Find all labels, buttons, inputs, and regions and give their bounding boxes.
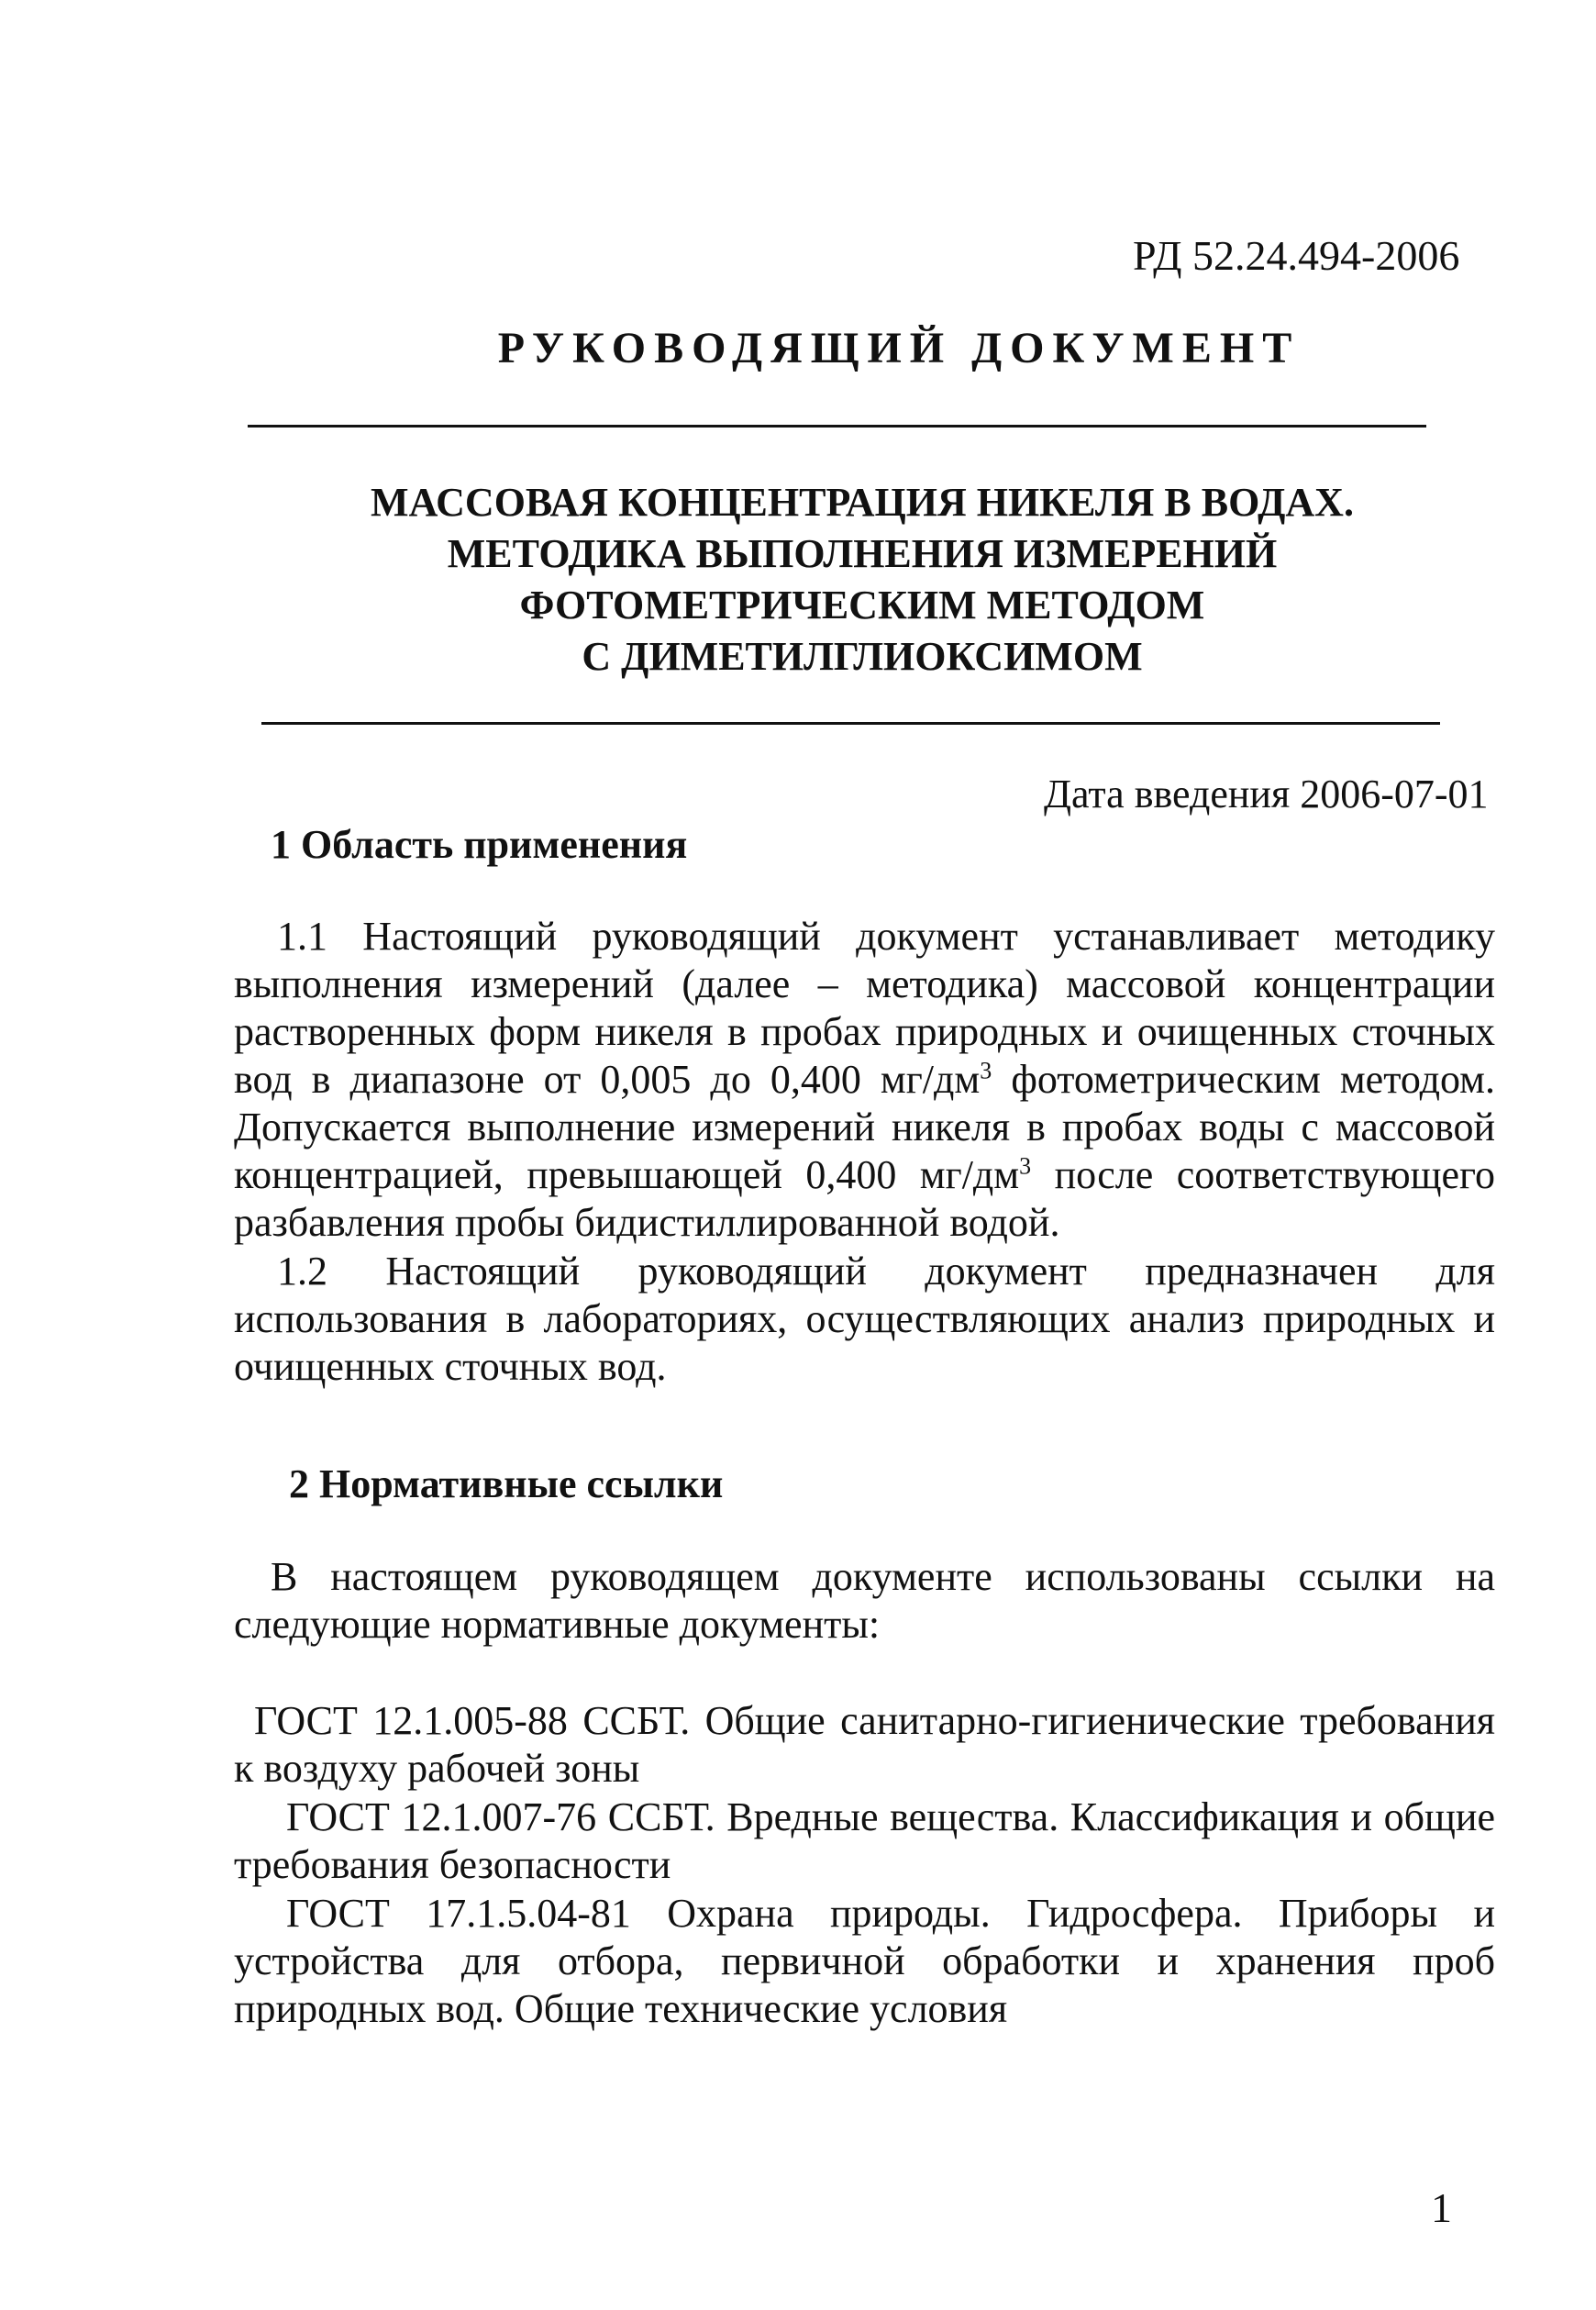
title-line-1: МАССОВАЯ КОНЦЕНТРАЦИЯ НИКЕЛЯ В ВОДАХ. <box>371 480 1354 525</box>
bottom-divider <box>261 722 1440 725</box>
paragraph-1-1 <box>234 913 1495 1247</box>
reference-item: ГОСТ 12.1.007-76 ССБТ. Вредные вещества. Классификация и общие требования безопасности <box>234 1794 1495 1887</box>
title-line-4: С ДИМЕТИЛГЛИОКСИМОМ <box>582 634 1143 679</box>
top-divider <box>248 425 1426 428</box>
paragraph-1-1-part-c: после соответствующего разбавления пробы бидистиллированной водой. <box>234 1152 1495 1245</box>
reference-item: ГОСТ 12.1.005-88 ССБТ. Общие санитарно-гигиенические требования к воздуху рабочей зоны <box>234 1698 1495 1791</box>
title-line-2: МЕТОДИКА ВЫПОЛНЕНИЯ ИЗМЕРЕНИЙ <box>447 531 1278 576</box>
introduction-date: Дата введения 2006-07-01 <box>1044 772 1489 816</box>
paragraph-1-1-part-b: фотометрическим методом. Допускается выполнение измерений никеля в пробах воды с массовой концентрацией, превышающей 0,400 мг/дм <box>234 1057 1495 1197</box>
page-number: 1 <box>1431 2184 1452 2231</box>
section-2-heading: 2 Нормативные ссылки <box>289 1461 724 1506</box>
paragraph-1-2: 1.2 Настоящий руководящий документ предназначен для использования в лабораториях, осуществляющих анализ природных и очищенных сточных вод. <box>234 1249 1495 1389</box>
section-2-intro: В настоящем руководящем документе использованы ссылки на следующие нормативные документы: <box>234 1554 1495 1647</box>
document-type-heading: РУКОВОДЯЩИЙ ДОКУМЕНТ <box>497 324 1301 372</box>
paragraph-1-1-part-a: 1.1 Настоящий руководящий документ устанавливает методику выполнения измерений (далее – методика) массовой концентрации растворенных форм никеля в пробах природных и очищенных сточных вод в диапазоне от 0,005 до 0,400 мг/дм <box>234 914 1495 1102</box>
superscript-3: 3 <box>1019 1152 1032 1180</box>
document-title <box>303 477 1422 683</box>
superscript-3: 3 <box>980 1057 992 1084</box>
reference-item: ГОСТ 17.1.5.04-81 Охрана природы. Гидросфера. Приборы и устройства для отбора, первичной обработки и хранения проб природных вод. Общие технические условия <box>234 1891 1495 2031</box>
document-code: РД 52.24.494-2006 <box>1133 232 1460 279</box>
section-1-heading: 1 Область применения <box>271 822 688 867</box>
title-line-3: ФОТОМЕТРИЧЕСКИМ МЕТОДОМ <box>519 583 1205 627</box>
